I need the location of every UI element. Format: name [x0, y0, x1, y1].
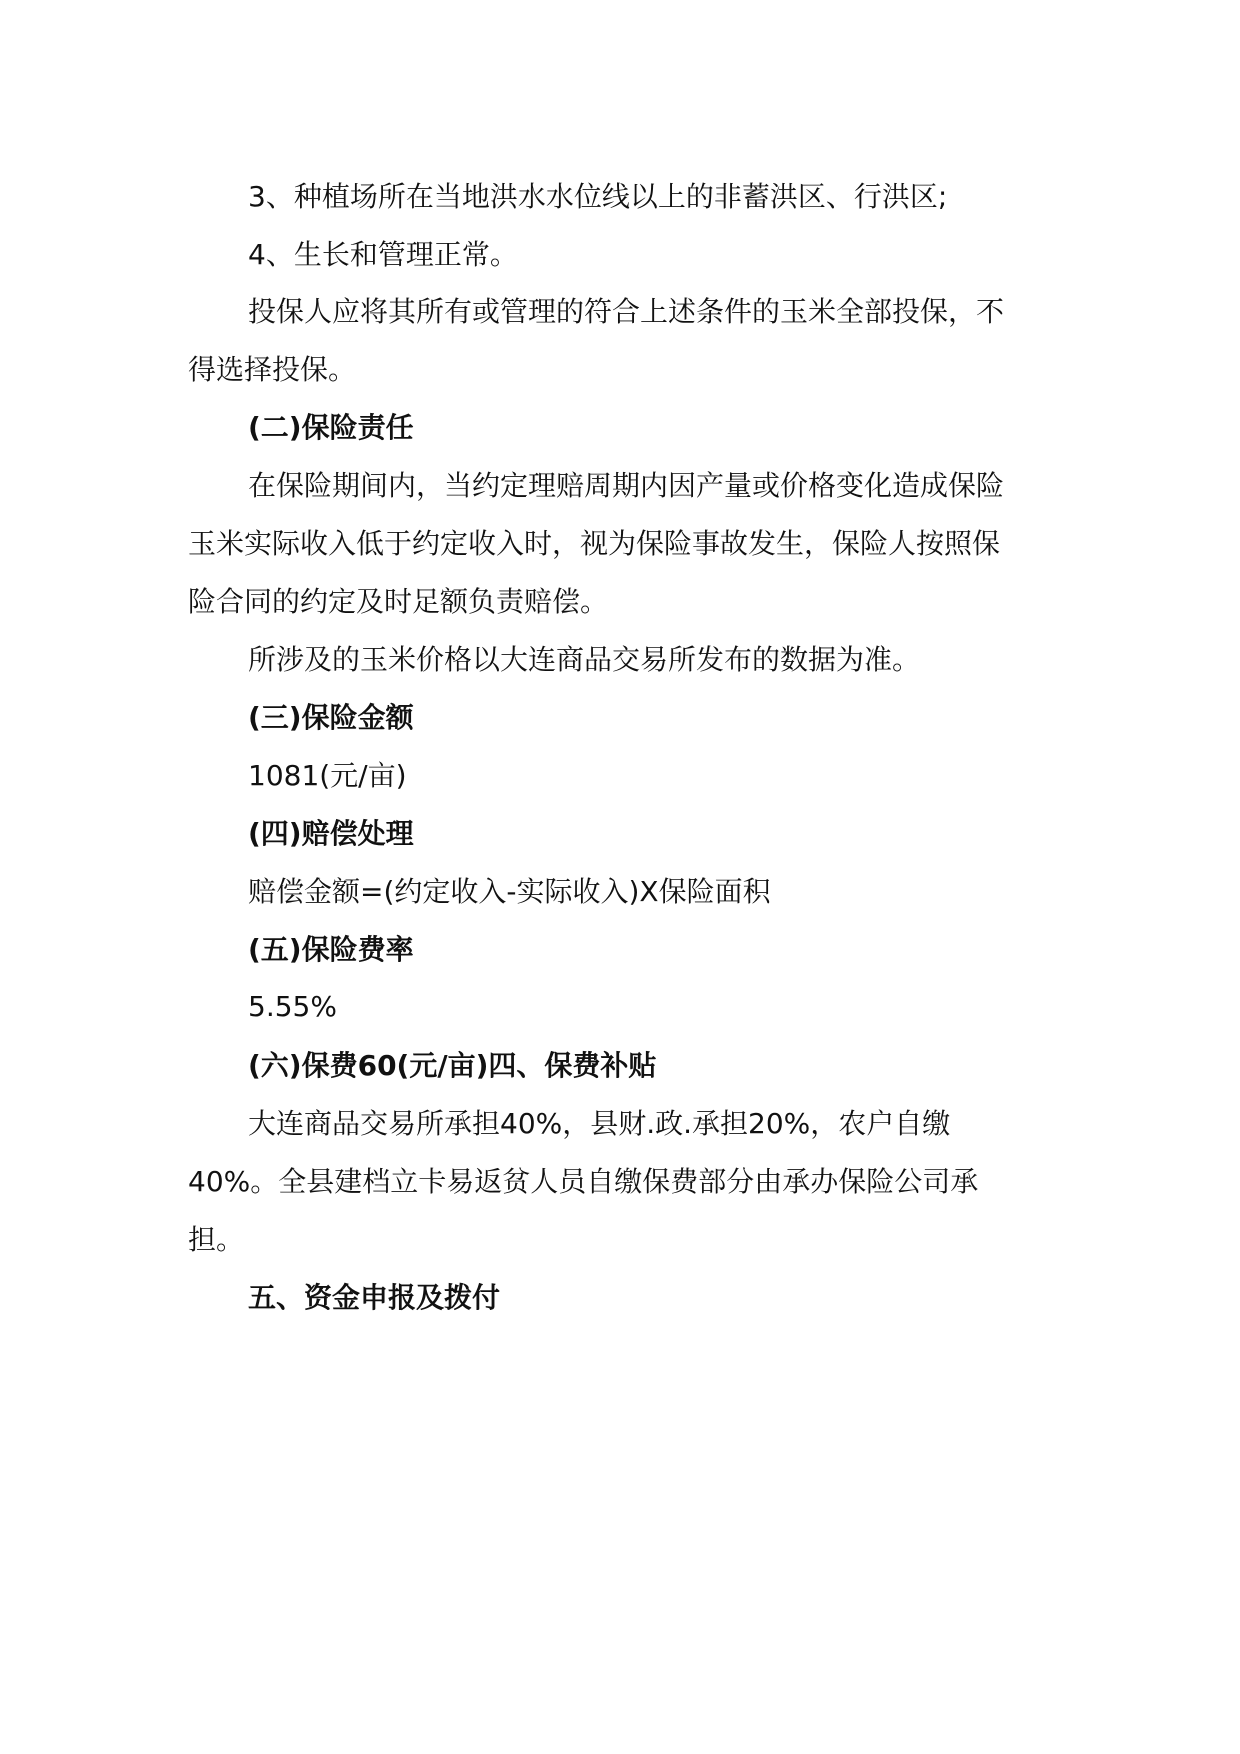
paragraph-line: 大连商品交易所承担40%，县财.政.承担20%，农户自缴: [248, 1107, 951, 1140]
paragraph-line: 担。: [188, 1223, 245, 1256]
section-heading-premium: (六)保费60(元/亩)四、保费补贴: [248, 1049, 657, 1082]
paragraph-line: 玉米实际收入低于约定收入时，视为保险事故发生，保险人按照保: [188, 527, 1001, 560]
list-item-3: 3、种植场所在当地洪水水位线以上的非蓄洪区、行洪区;: [248, 180, 948, 213]
paragraph-line: 得选择投保。: [188, 353, 357, 386]
paragraph-line: 所涉及的玉米价格以大连商品交易所发布的数据为准。: [248, 643, 921, 676]
paragraph-line: 投保人应将其所有或管理的符合上述条件的玉米全部投保，不: [248, 295, 1005, 328]
section-heading-liability: (二)保险责任: [248, 411, 414, 444]
insured-amount-value: 1081(元/亩): [248, 759, 407, 792]
list-item-4: 4、生长和管理正常。: [248, 238, 518, 271]
section-heading-claims: (四)赔偿处理: [248, 817, 414, 850]
paragraph-line: 40%。全县建档立卡易返贫人员自缴保费部分由承办保险公司承: [188, 1165, 979, 1198]
claims-formula: 赔偿金额=(约定收入-实际收入)X保险面积: [248, 875, 771, 908]
premium-rate-value: 5.55%: [248, 990, 337, 1023]
section-heading-funding: 五、资金申报及拨付: [248, 1281, 501, 1314]
section-heading-amount: (三)保险金额: [248, 701, 414, 734]
section-heading-rate: (五)保险费率: [248, 933, 414, 966]
paragraph-line: 在保险期间内，当约定理赔周期内因产量或价格变化造成保险: [248, 469, 1005, 502]
paragraph-line: 险合同的约定及时足额负责赔偿。: [188, 585, 609, 618]
